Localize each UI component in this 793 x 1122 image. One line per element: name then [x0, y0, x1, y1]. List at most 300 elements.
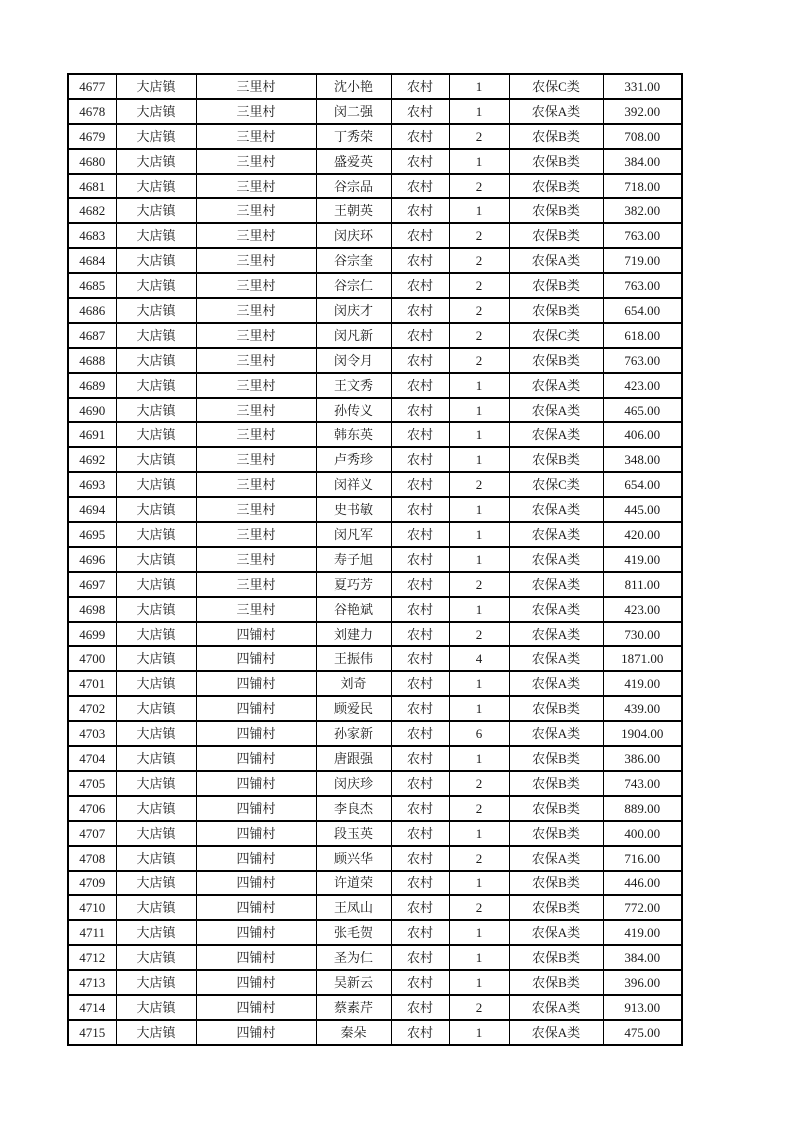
cell-insurance-category: 农保B类 [509, 198, 603, 223]
cell-name: 夏巧芳 [316, 572, 391, 597]
cell-serial-number: 4706 [68, 796, 116, 821]
cell-village: 三里村 [196, 597, 316, 622]
cell-person-count: 1 [449, 970, 509, 995]
cell-town: 大店镇 [116, 771, 196, 796]
table-row [68, 398, 682, 423]
cell-residence-type: 农村 [391, 223, 449, 248]
cell-residence-type: 农村 [391, 1020, 449, 1045]
cell-serial-number: 4708 [68, 846, 116, 871]
table-row [68, 422, 682, 447]
cell-name: 李良杰 [316, 796, 391, 821]
cell-village: 三里村 [196, 298, 316, 323]
cell-amount: 406.00 [603, 422, 682, 447]
cell-village: 四铺村 [196, 671, 316, 696]
cell-person-count: 2 [449, 124, 509, 149]
cell-residence-type: 农村 [391, 995, 449, 1020]
cell-amount: 654.00 [603, 298, 682, 323]
table-row [68, 671, 682, 696]
cell-town: 大店镇 [116, 696, 196, 721]
cell-person-count: 2 [449, 298, 509, 323]
cell-name: 闵凡新 [316, 323, 391, 348]
cell-name: 刘建力 [316, 622, 391, 647]
cell-amount: 419.00 [603, 920, 682, 945]
table-row [68, 273, 682, 298]
cell-name: 谷艳斌 [316, 597, 391, 622]
cell-amount: 763.00 [603, 273, 682, 298]
cell-person-count: 1 [449, 920, 509, 945]
table-body [68, 74, 682, 1045]
cell-person-count: 1 [449, 945, 509, 970]
cell-town: 大店镇 [116, 447, 196, 472]
cell-insurance-category: 农保A类 [509, 373, 603, 398]
cell-residence-type: 农村 [391, 945, 449, 970]
cell-insurance-category: 农保B类 [509, 746, 603, 771]
cell-residence-type: 农村 [391, 124, 449, 149]
cell-insurance-category: 农保A类 [509, 1020, 603, 1045]
cell-residence-type: 农村 [391, 597, 449, 622]
cell-village: 三里村 [196, 522, 316, 547]
cell-serial-number: 4677 [68, 74, 116, 99]
cell-town: 大店镇 [116, 174, 196, 199]
cell-insurance-category: 农保B类 [509, 447, 603, 472]
cell-residence-type: 农村 [391, 472, 449, 497]
cell-person-count: 1 [449, 746, 509, 771]
cell-person-count: 1 [449, 671, 509, 696]
data-table [67, 73, 683, 1046]
cell-name: 闵令月 [316, 348, 391, 373]
table-row [68, 99, 682, 124]
cell-village: 四铺村 [196, 970, 316, 995]
table-row [68, 547, 682, 572]
cell-person-count: 2 [449, 223, 509, 248]
cell-name: 盛爱英 [316, 149, 391, 174]
cell-village: 三里村 [196, 323, 316, 348]
cell-serial-number: 4686 [68, 298, 116, 323]
cell-insurance-category: 农保A类 [509, 497, 603, 522]
cell-serial-number: 4681 [68, 174, 116, 199]
cell-amount: 763.00 [603, 348, 682, 373]
cell-serial-number: 4682 [68, 198, 116, 223]
cell-amount: 348.00 [603, 447, 682, 472]
cell-amount: 419.00 [603, 547, 682, 572]
cell-person-count: 1 [449, 149, 509, 174]
table-row [68, 920, 682, 945]
cell-insurance-category: 农保A类 [509, 920, 603, 945]
cell-village: 三里村 [196, 198, 316, 223]
cell-residence-type: 农村 [391, 174, 449, 199]
cell-name: 韩东英 [316, 422, 391, 447]
cell-village: 四铺村 [196, 895, 316, 920]
cell-town: 大店镇 [116, 871, 196, 896]
cell-serial-number: 4678 [68, 99, 116, 124]
cell-town: 大店镇 [116, 945, 196, 970]
cell-town: 大店镇 [116, 273, 196, 298]
cell-residence-type: 农村 [391, 348, 449, 373]
cell-town: 大店镇 [116, 373, 196, 398]
cell-amount: 439.00 [603, 696, 682, 721]
cell-serial-number: 4689 [68, 373, 116, 398]
cell-serial-number: 4691 [68, 422, 116, 447]
cell-serial-number: 4713 [68, 970, 116, 995]
table-row [68, 248, 682, 273]
cell-name: 秦朵 [316, 1020, 391, 1045]
cell-insurance-category: 农保B类 [509, 149, 603, 174]
cell-amount: 423.00 [603, 373, 682, 398]
cell-person-count: 2 [449, 572, 509, 597]
cell-serial-number: 4707 [68, 821, 116, 846]
cell-residence-type: 农村 [391, 248, 449, 273]
table-row [68, 646, 682, 671]
table-row [68, 696, 682, 721]
cell-name: 谷宗奎 [316, 248, 391, 273]
cell-name: 王朝英 [316, 198, 391, 223]
cell-amount: 423.00 [603, 597, 682, 622]
cell-town: 大店镇 [116, 298, 196, 323]
table-row [68, 970, 682, 995]
cell-village: 四铺村 [196, 771, 316, 796]
cell-serial-number: 4684 [68, 248, 116, 273]
cell-residence-type: 农村 [391, 572, 449, 597]
cell-serial-number: 4714 [68, 995, 116, 1020]
cell-village: 三里村 [196, 99, 316, 124]
table-row [68, 995, 682, 1020]
cell-town: 大店镇 [116, 846, 196, 871]
cell-insurance-category: 农保A类 [509, 721, 603, 746]
cell-town: 大店镇 [116, 398, 196, 423]
cell-person-count: 1 [449, 497, 509, 522]
cell-person-count: 2 [449, 348, 509, 373]
cell-village: 三里村 [196, 348, 316, 373]
cell-village: 三里村 [196, 472, 316, 497]
cell-amount: 1871.00 [603, 646, 682, 671]
cell-person-count: 1 [449, 74, 509, 99]
cell-insurance-category: 农保A类 [509, 248, 603, 273]
cell-amount: 382.00 [603, 198, 682, 223]
cell-serial-number: 4693 [68, 472, 116, 497]
cell-residence-type: 农村 [391, 746, 449, 771]
cell-amount: 811.00 [603, 572, 682, 597]
cell-name: 史书敏 [316, 497, 391, 522]
cell-name: 卢秀珍 [316, 447, 391, 472]
cell-town: 大店镇 [116, 74, 196, 99]
cell-serial-number: 4703 [68, 721, 116, 746]
cell-person-count: 1 [449, 871, 509, 896]
cell-residence-type: 农村 [391, 721, 449, 746]
cell-town: 大店镇 [116, 198, 196, 223]
cell-person-count: 1 [449, 398, 509, 423]
table-row [68, 149, 682, 174]
cell-person-count: 2 [449, 995, 509, 1020]
cell-town: 大店镇 [116, 995, 196, 1020]
table-row [68, 522, 682, 547]
cell-residence-type: 农村 [391, 970, 449, 995]
cell-amount: 384.00 [603, 945, 682, 970]
cell-amount: 716.00 [603, 846, 682, 871]
cell-insurance-category: 农保A类 [509, 422, 603, 447]
cell-person-count: 4 [449, 646, 509, 671]
table-row [68, 298, 682, 323]
cell-serial-number: 4687 [68, 323, 116, 348]
cell-town: 大店镇 [116, 622, 196, 647]
cell-residence-type: 农村 [391, 846, 449, 871]
cell-insurance-category: 农保B类 [509, 970, 603, 995]
cell-person-count: 2 [449, 622, 509, 647]
cell-serial-number: 4698 [68, 597, 116, 622]
cell-residence-type: 农村 [391, 422, 449, 447]
table-row [68, 821, 682, 846]
cell-village: 四铺村 [196, 622, 316, 647]
cell-person-count: 1 [449, 522, 509, 547]
cell-residence-type: 农村 [391, 796, 449, 821]
table-row [68, 622, 682, 647]
cell-residence-type: 农村 [391, 646, 449, 671]
cell-village: 三里村 [196, 373, 316, 398]
cell-residence-type: 农村 [391, 273, 449, 298]
cell-name: 闵凡军 [316, 522, 391, 547]
cell-name: 顾兴华 [316, 846, 391, 871]
cell-residence-type: 农村 [391, 920, 449, 945]
cell-village: 三里村 [196, 447, 316, 472]
cell-name: 圣为仁 [316, 945, 391, 970]
cell-name: 蔡素芹 [316, 995, 391, 1020]
table-row [68, 74, 682, 99]
table-row [68, 174, 682, 199]
cell-serial-number: 4695 [68, 522, 116, 547]
cell-town: 大店镇 [116, 223, 196, 248]
cell-insurance-category: 农保C类 [509, 323, 603, 348]
cell-insurance-category: 农保A类 [509, 671, 603, 696]
cell-person-count: 1 [449, 99, 509, 124]
cell-village: 四铺村 [196, 696, 316, 721]
cell-person-count: 6 [449, 721, 509, 746]
cell-amount: 730.00 [603, 622, 682, 647]
cell-serial-number: 4699 [68, 622, 116, 647]
cell-insurance-category: 农保B类 [509, 796, 603, 821]
cell-serial-number: 4694 [68, 497, 116, 522]
cell-name: 谷宗仁 [316, 273, 391, 298]
cell-serial-number: 4679 [68, 124, 116, 149]
cell-name: 王振伟 [316, 646, 391, 671]
table-row [68, 472, 682, 497]
cell-town: 大店镇 [116, 597, 196, 622]
cell-residence-type: 农村 [391, 522, 449, 547]
table-row [68, 373, 682, 398]
cell-person-count: 2 [449, 273, 509, 298]
cell-residence-type: 农村 [391, 622, 449, 647]
cell-town: 大店镇 [116, 422, 196, 447]
cell-person-count: 2 [449, 472, 509, 497]
table-row [68, 796, 682, 821]
cell-village: 四铺村 [196, 920, 316, 945]
cell-amount: 420.00 [603, 522, 682, 547]
cell-village: 四铺村 [196, 995, 316, 1020]
cell-village: 三里村 [196, 497, 316, 522]
cell-town: 大店镇 [116, 821, 196, 846]
table-row [68, 223, 682, 248]
cell-amount: 708.00 [603, 124, 682, 149]
cell-village: 三里村 [196, 273, 316, 298]
cell-name: 许道荣 [316, 871, 391, 896]
cell-amount: 763.00 [603, 223, 682, 248]
cell-amount: 1904.00 [603, 721, 682, 746]
cell-insurance-category: 农保A类 [509, 522, 603, 547]
cell-residence-type: 农村 [391, 771, 449, 796]
cell-name: 丁秀荣 [316, 124, 391, 149]
table-row [68, 1020, 682, 1045]
cell-village: 三里村 [196, 398, 316, 423]
cell-amount: 618.00 [603, 323, 682, 348]
cell-serial-number: 4696 [68, 547, 116, 572]
cell-insurance-category: 农保C类 [509, 472, 603, 497]
cell-serial-number: 4704 [68, 746, 116, 771]
cell-name: 寿子旭 [316, 547, 391, 572]
cell-insurance-category: 农保B类 [509, 821, 603, 846]
cell-amount: 331.00 [603, 74, 682, 99]
cell-town: 大店镇 [116, 348, 196, 373]
cell-name: 吴新云 [316, 970, 391, 995]
cell-person-count: 1 [449, 422, 509, 447]
cell-amount: 718.00 [603, 174, 682, 199]
cell-village: 三里村 [196, 124, 316, 149]
cell-name: 闵庆珍 [316, 771, 391, 796]
table-row [68, 198, 682, 223]
cell-amount: 465.00 [603, 398, 682, 423]
cell-insurance-category: 农保A类 [509, 995, 603, 1020]
cell-name: 沈小艳 [316, 74, 391, 99]
cell-village: 四铺村 [196, 871, 316, 896]
cell-person-count: 2 [449, 895, 509, 920]
table-row [68, 871, 682, 896]
cell-residence-type: 农村 [391, 671, 449, 696]
cell-person-count: 1 [449, 821, 509, 846]
table-row [68, 597, 682, 622]
cell-village: 四铺村 [196, 721, 316, 746]
cell-residence-type: 农村 [391, 871, 449, 896]
cell-village: 三里村 [196, 422, 316, 447]
cell-name: 王凤山 [316, 895, 391, 920]
cell-insurance-category: 农保A类 [509, 572, 603, 597]
cell-insurance-category: 农保B类 [509, 174, 603, 199]
cell-residence-type: 农村 [391, 323, 449, 348]
cell-village: 四铺村 [196, 846, 316, 871]
cell-town: 大店镇 [116, 149, 196, 174]
cell-person-count: 2 [449, 796, 509, 821]
cell-town: 大店镇 [116, 970, 196, 995]
cell-name: 唐跟强 [316, 746, 391, 771]
cell-amount: 719.00 [603, 248, 682, 273]
cell-amount: 384.00 [603, 149, 682, 174]
table-row [68, 846, 682, 871]
cell-amount: 475.00 [603, 1020, 682, 1045]
cell-town: 大店镇 [116, 1020, 196, 1045]
cell-person-count: 1 [449, 447, 509, 472]
cell-village: 三里村 [196, 74, 316, 99]
cell-village: 四铺村 [196, 821, 316, 846]
cell-insurance-category: 农保A类 [509, 547, 603, 572]
cell-town: 大店镇 [116, 522, 196, 547]
cell-amount: 446.00 [603, 871, 682, 896]
cell-town: 大店镇 [116, 124, 196, 149]
cell-village: 四铺村 [196, 646, 316, 671]
cell-amount: 396.00 [603, 970, 682, 995]
cell-town: 大店镇 [116, 646, 196, 671]
cell-serial-number: 4710 [68, 895, 116, 920]
cell-serial-number: 4680 [68, 149, 116, 174]
cell-insurance-category: 农保B类 [509, 348, 603, 373]
cell-town: 大店镇 [116, 472, 196, 497]
cell-residence-type: 农村 [391, 895, 449, 920]
cell-town: 大店镇 [116, 796, 196, 821]
cell-serial-number: 4690 [68, 398, 116, 423]
cell-amount: 392.00 [603, 99, 682, 124]
cell-name: 闵庆环 [316, 223, 391, 248]
cell-residence-type: 农村 [391, 198, 449, 223]
cell-name: 孙家新 [316, 721, 391, 746]
cell-insurance-category: 农保B类 [509, 298, 603, 323]
cell-insurance-category: 农保A类 [509, 646, 603, 671]
cell-name: 闵庆才 [316, 298, 391, 323]
cell-amount: 913.00 [603, 995, 682, 1020]
cell-village: 四铺村 [196, 796, 316, 821]
cell-insurance-category: 农保A类 [509, 622, 603, 647]
cell-insurance-category: 农保A类 [509, 846, 603, 871]
table-row [68, 497, 682, 522]
cell-serial-number: 4715 [68, 1020, 116, 1045]
cell-amount: 445.00 [603, 497, 682, 522]
cell-town: 大店镇 [116, 746, 196, 771]
cell-residence-type: 农村 [391, 696, 449, 721]
cell-amount: 743.00 [603, 771, 682, 796]
cell-insurance-category: 农保B类 [509, 871, 603, 896]
cell-residence-type: 农村 [391, 547, 449, 572]
cell-town: 大店镇 [116, 497, 196, 522]
cell-village: 三里村 [196, 248, 316, 273]
cell-village: 三里村 [196, 149, 316, 174]
table-row [68, 721, 682, 746]
cell-name: 闵祥义 [316, 472, 391, 497]
cell-insurance-category: 农保B类 [509, 895, 603, 920]
cell-village: 四铺村 [196, 746, 316, 771]
cell-village: 三里村 [196, 223, 316, 248]
cell-person-count: 1 [449, 373, 509, 398]
cell-person-count: 2 [449, 846, 509, 871]
cell-town: 大店镇 [116, 547, 196, 572]
cell-serial-number: 4688 [68, 348, 116, 373]
cell-name: 刘奇 [316, 671, 391, 696]
cell-amount: 889.00 [603, 796, 682, 821]
cell-name: 段玉英 [316, 821, 391, 846]
cell-serial-number: 4702 [68, 696, 116, 721]
cell-name: 闵二强 [316, 99, 391, 124]
cell-person-count: 1 [449, 597, 509, 622]
cell-person-count: 1 [449, 198, 509, 223]
cell-insurance-category: 农保B类 [509, 696, 603, 721]
cell-insurance-category: 农保B类 [509, 945, 603, 970]
cell-town: 大店镇 [116, 99, 196, 124]
cell-insurance-category: 农保B类 [509, 223, 603, 248]
cell-residence-type: 农村 [391, 149, 449, 174]
cell-amount: 772.00 [603, 895, 682, 920]
cell-residence-type: 农村 [391, 99, 449, 124]
cell-residence-type: 农村 [391, 447, 449, 472]
cell-name: 张毛贺 [316, 920, 391, 945]
cell-person-count: 2 [449, 248, 509, 273]
cell-insurance-category: 农保A类 [509, 99, 603, 124]
table-row [68, 124, 682, 149]
cell-insurance-category: 农保B类 [509, 273, 603, 298]
table-row [68, 348, 682, 373]
cell-town: 大店镇 [116, 920, 196, 945]
